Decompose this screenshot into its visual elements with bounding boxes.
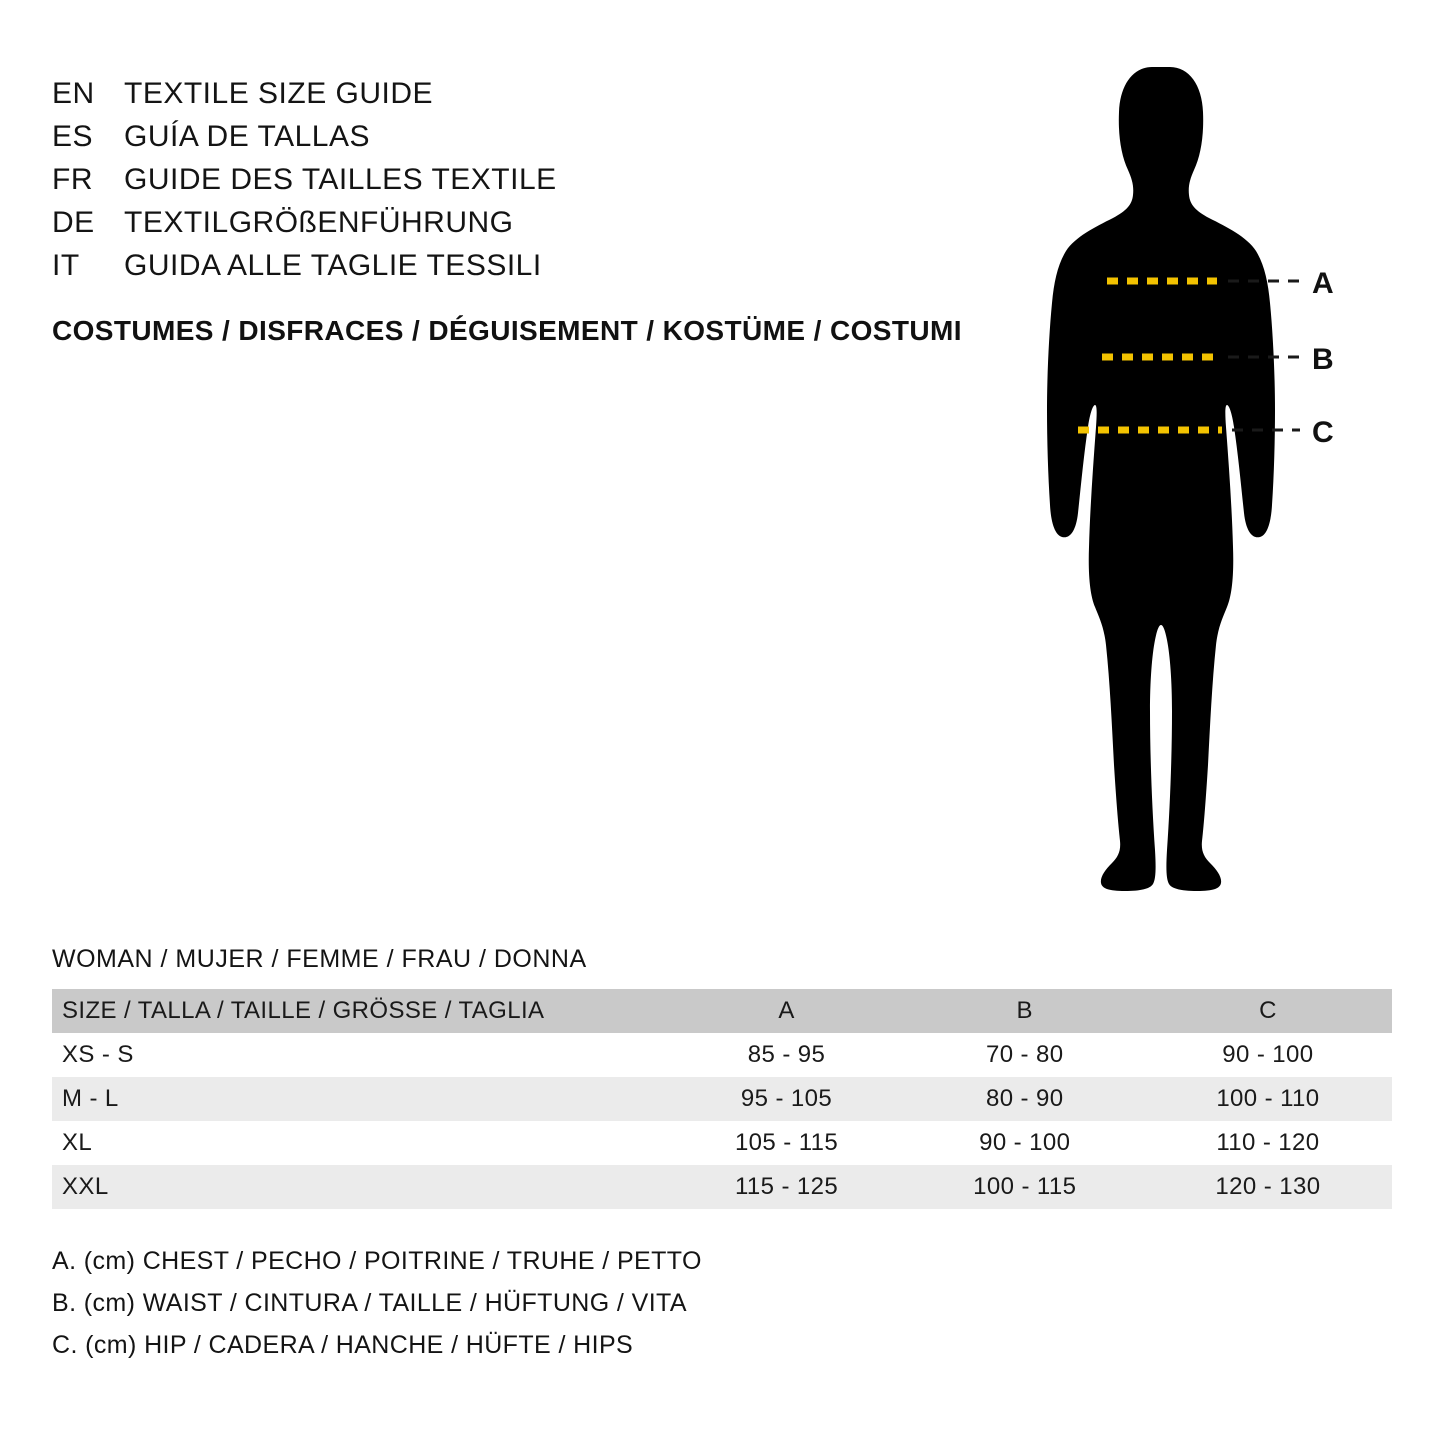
cell-a: 85 - 95 bbox=[747, 1041, 826, 1068]
size-table-head bbox=[52, 989, 1392, 1033]
language-text-es: GUÍA DE TALLAS bbox=[124, 120, 370, 153]
legend-line-b: B. (cm) WAIST / CINTURA / TAILLE / HÜFTUNG / VITA bbox=[52, 1289, 687, 1317]
size-table-body bbox=[52, 1033, 1392, 1209]
cell-b: 100 - 115 bbox=[973, 1173, 1077, 1200]
cell-b: 70 - 80 bbox=[985, 1041, 1064, 1068]
cell-size: XS - S bbox=[62, 1041, 134, 1068]
language-text-it: GUIDA ALLE TAGLIE TESSILI bbox=[124, 249, 542, 282]
language-code-fr: FR bbox=[52, 163, 93, 196]
table-row bbox=[52, 1165, 1392, 1209]
size-table bbox=[52, 989, 1392, 1209]
cell-c: 120 - 130 bbox=[1215, 1173, 1321, 1200]
cell-a: 95 - 105 bbox=[740, 1085, 833, 1112]
cell-c: 90 - 100 bbox=[1222, 1041, 1314, 1068]
language-title-block bbox=[52, 72, 1012, 347]
language-row-de bbox=[52, 201, 1012, 244]
language-code-en: EN bbox=[52, 77, 95, 110]
header-size: SIZE / TALLA / TAILLE / GRÖSSE / TAGLIA bbox=[62, 997, 545, 1024]
measure-label-c: C bbox=[1312, 416, 1334, 449]
cell-b: 90 - 100 bbox=[979, 1129, 1071, 1156]
language-code-es: ES bbox=[52, 120, 94, 153]
costumes-subtitle: COSTUMES / DISFRACES / DÉGUISEMENT / KOSTÜME / COSTUMI bbox=[52, 315, 962, 346]
legend-line-c: C. (cm) HIP / CADERA / HANCHE / HÜFTE / HIPS bbox=[52, 1331, 634, 1359]
cell-c: 110 - 120 bbox=[1216, 1129, 1320, 1156]
language-row-it bbox=[52, 244, 1012, 287]
cell-b: 80 - 90 bbox=[985, 1085, 1064, 1112]
size-table-section bbox=[52, 945, 1392, 1209]
language-text-fr: GUIDE DES TAILLES TEXTILE bbox=[124, 163, 557, 196]
measure-label-a: A bbox=[1312, 267, 1334, 300]
cell-a: 115 - 125 bbox=[734, 1173, 839, 1200]
measure-label-b: B bbox=[1312, 343, 1334, 376]
cell-c: 100 - 110 bbox=[1216, 1085, 1320, 1112]
legend-line-a: A. (cm) CHEST / PECHO / POITRINE / TRUHE / PETTO bbox=[52, 1247, 702, 1275]
language-row-en bbox=[52, 72, 1012, 115]
language-code-it: IT bbox=[52, 249, 80, 282]
cell-size: XL bbox=[62, 1129, 93, 1156]
language-row-es bbox=[52, 115, 1012, 158]
table-header-row bbox=[52, 989, 1392, 1033]
cell-a: 105 - 115 bbox=[734, 1129, 839, 1156]
measurement-legend bbox=[52, 1240, 1052, 1366]
cell-size: M - L bbox=[62, 1085, 119, 1112]
table-row bbox=[52, 1033, 1392, 1077]
woman-silhouette bbox=[1047, 67, 1275, 891]
header-c: C bbox=[1259, 997, 1277, 1024]
table-row bbox=[52, 1077, 1392, 1121]
table-caption: WOMAN / MUJER / FEMME / FRAU / DONNA bbox=[52, 945, 587, 973]
language-row-fr bbox=[52, 158, 1012, 201]
language-text-en: TEXTILE SIZE GUIDE bbox=[124, 77, 434, 110]
language-text-de: TEXTILGRÖßENFÜHRUNG bbox=[124, 206, 514, 239]
language-code-de: DE bbox=[52, 206, 95, 239]
cell-size: XXL bbox=[62, 1173, 109, 1200]
figure-panel bbox=[1000, 55, 1400, 895]
header-a: A bbox=[778, 997, 795, 1024]
header-b: B bbox=[1016, 997, 1033, 1024]
table-row bbox=[52, 1121, 1392, 1165]
